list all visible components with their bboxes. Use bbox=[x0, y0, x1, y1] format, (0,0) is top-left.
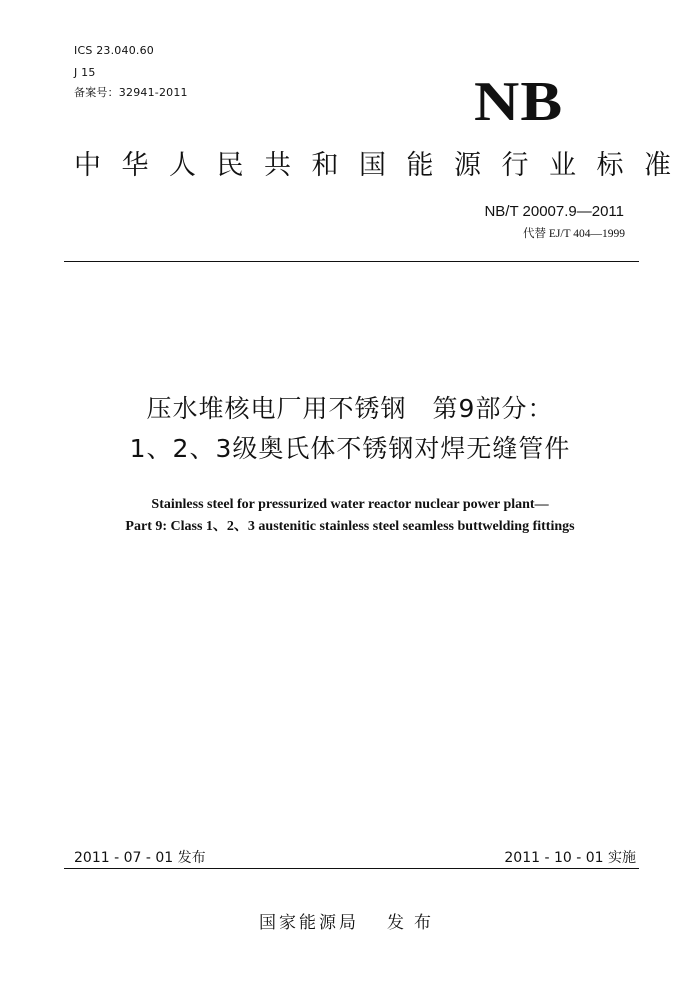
ics-code: ICS 23.040.60 bbox=[74, 44, 154, 57]
implementation-date: 2011 - 10 - 01 实施 bbox=[504, 850, 636, 866]
filing-number: 备案号：32941-2011 bbox=[74, 86, 188, 99]
issue-date: 2011 - 07 - 01 发布 bbox=[74, 850, 206, 866]
nb-logo: NB bbox=[474, 71, 564, 133]
header-divider bbox=[64, 261, 639, 262]
publisher-name: 国家能源局 bbox=[259, 913, 359, 933]
replaces-standard: 代替 EJ/T 404—1999 bbox=[522, 228, 625, 240]
english-title-line-1: Stainless steel for pressurized water reactor nuclear power plant— bbox=[151, 497, 549, 512]
chinese-title-line-1: 压水堆核电厂用不锈钢 第9部分： bbox=[146, 394, 554, 423]
footer-divider bbox=[64, 868, 639, 869]
chinese-title-line-2: 1、2、3级奥氏体不锈钢对焊无缝管件 bbox=[129, 434, 571, 463]
classification-code: J 15 bbox=[74, 66, 96, 79]
english-title-line-2: Part 9: Class 1、2、3 austenitic stainless steel seamless buttwelding fittings bbox=[125, 519, 575, 534]
publisher-verb: 发布 bbox=[387, 913, 441, 933]
standard-number: NB/T 20007.9—2011 bbox=[484, 203, 624, 220]
publisher bbox=[0, 912, 700, 934]
standard-category-title: 中华人民共和国能源行业标准 bbox=[74, 150, 692, 181]
